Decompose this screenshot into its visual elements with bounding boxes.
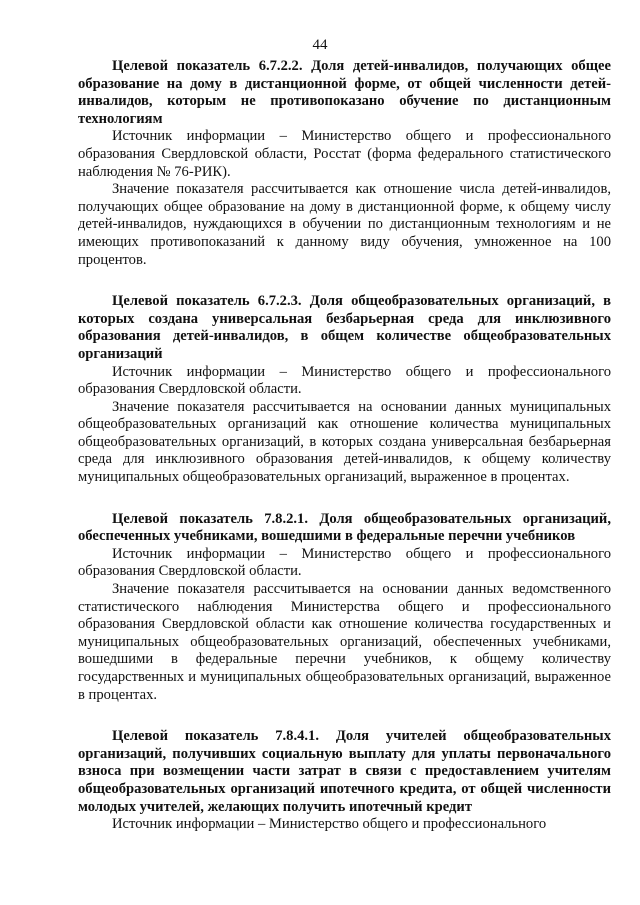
calculation-paragraph: Значение показателя рассчитывается на основании данных ведомственного статистического наблюдения Министерства общего и профессионального образования Свердловской области как отношение количества государственных и муниципальных общеобразовательных организаций, обеспеченных учебниками, вошедшими в федеральные перечни учебников, к общему количеству государственных и муниципальных общеобразовательных организаций, выраженное в процентах.	[78, 581, 611, 703]
section-heading: Целевой показатель 7.8.2.1. Доля общеобразовательных организаций, обеспеченных учебниками, вошедшими в федеральные перечни учебников	[78, 510, 611, 545]
page-number: 44	[312, 37, 328, 53]
source-paragraph: Источник информации – Министерство общего и профессионального образования Свердловской области, Росстат (форма федерального статистического наблюдения № 76-РИК).	[78, 128, 611, 180]
section-heading: Целевой показатель 6.7.2.2. Доля детей-инвалидов, получающих общее образование на дому в дистанционной форме, от общей численности детей-инвалидов, которым не противопоказано обучение по дистанционным технологиям	[78, 58, 611, 127]
document-body	[78, 58, 611, 834]
target-indicator-7-8-4-1	[78, 728, 611, 834]
section-heading: Целевой показатель 7.8.4.1. Доля учителей общеобразовательных организаций, получивших социальную выплату для уплаты первоначального взноса при возмещении части затрат в связи с предоставлением учителям общеобразовательных организаций ипотечного кредита, от общей численности молодых учителей, желающих получить ипотечный кредит	[78, 728, 611, 815]
source-paragraph: Источник информации – Министерство общего и профессионального	[112, 816, 547, 833]
source-paragraph: Источник информации – Министерство общего и профессионального образования Свердловской области.	[78, 363, 611, 398]
calculation-paragraph: Значение показателя рассчитывается как отношение числа детей-инвалидов, получающих общее образование на дому в дистанционной форме, к общему числу детей-инвалидов, нуждающихся в обучении по дистанционным технологиям и не имеющих противопоказаний к данному виду обучения, умноженное на 100 процентов.	[78, 181, 611, 268]
target-indicator-6-7-2-2	[78, 58, 611, 269]
target-indicator-6-7-2-3	[78, 293, 611, 487]
section-heading: Целевой показатель 6.7.2.3. Доля общеобразовательных организаций, в которых создана универсальная безбарьерная среда для инклюзивного образования детей-инвалидов, в общем количестве общеобразовательных организаций	[78, 293, 611, 362]
target-indicator-7-8-2-1	[78, 511, 611, 705]
source-paragraph: Источник информации – Министерство общего и профессионального образования Свердловской области.	[78, 545, 611, 580]
calculation-paragraph: Значение показателя рассчитывается на основании данных муниципальных общеобразовательных организаций как отношение количества муниципальных общеобразовательных организаций, в которых создана универсальная безбарьерная среда для инклюзивного образования детей-инвалидов, к общему количеству муниципальных общеобразовательных организаций, выраженное в процентах.	[78, 398, 611, 486]
